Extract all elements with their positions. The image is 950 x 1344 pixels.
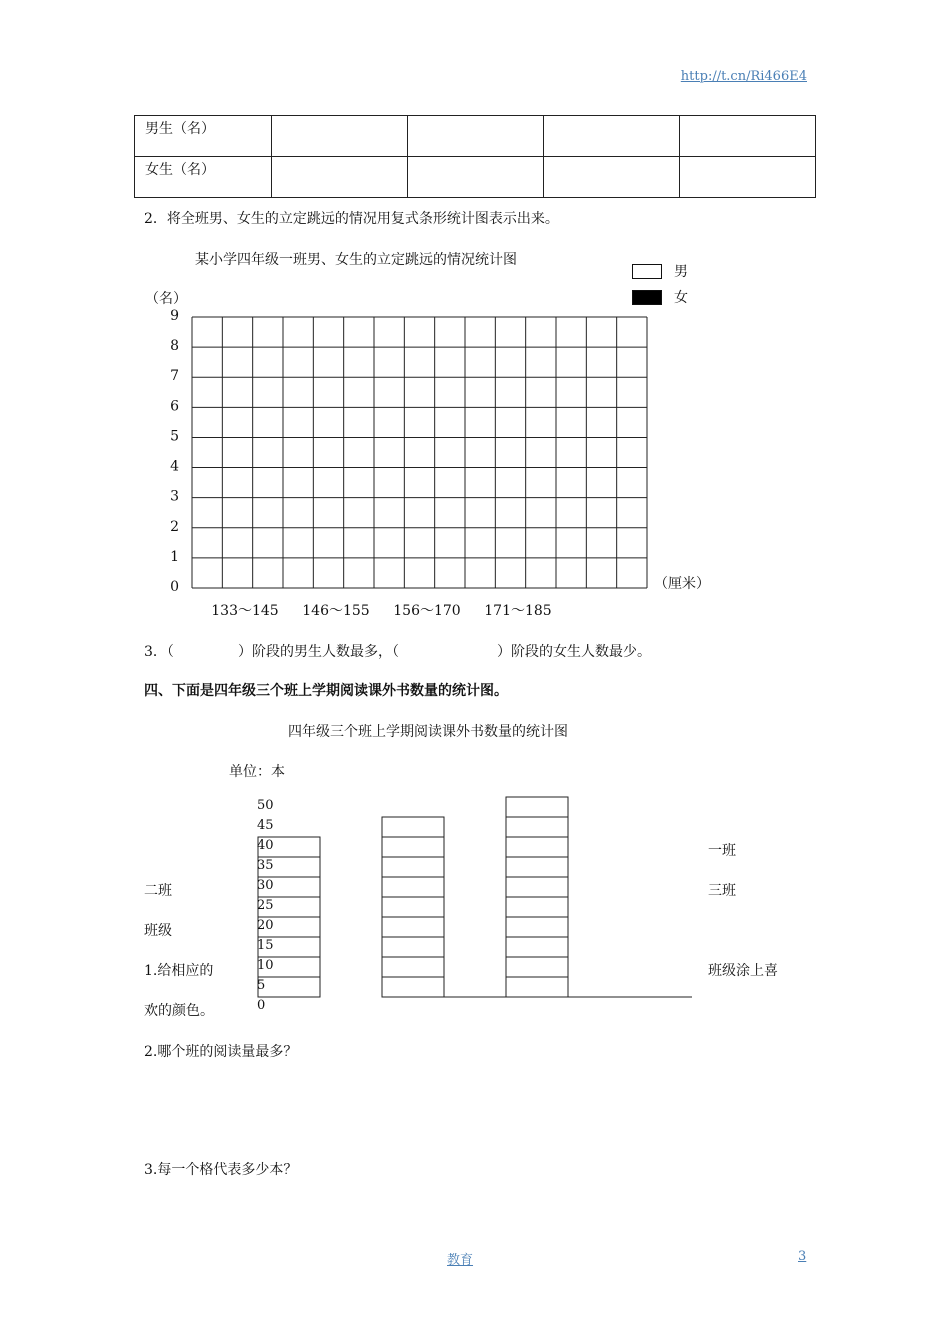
- bar-cell-三班: [506, 837, 568, 857]
- y-tick-label: 1: [170, 548, 179, 565]
- y-tick-label: 20: [257, 918, 274, 933]
- bar-cell-二班: [382, 837, 444, 857]
- y-tick-label: 0: [257, 998, 266, 1013]
- y-tick-label: 5: [257, 978, 266, 993]
- bar-cell-二班: [382, 917, 444, 937]
- y-tick-label: 10: [257, 958, 274, 973]
- class2-label: 二班: [144, 883, 172, 899]
- bar-cell-三班: [506, 857, 568, 877]
- bar-cell-三班: [506, 817, 568, 837]
- legend-male-label: 男: [674, 264, 688, 280]
- bar-cell-二班: [382, 977, 444, 997]
- jump-chart-x-unit: （厘米）: [654, 576, 710, 592]
- q1-text-b: 欢的颜色。: [144, 1003, 214, 1019]
- jump-chart[interactable]: [0, 0, 950, 640]
- y-tick-label: 0: [170, 579, 179, 595]
- axis-class-label: 班级: [144, 923, 172, 939]
- x-tick-label: 171～185: [484, 603, 552, 619]
- class3-label: 三班: [708, 883, 736, 899]
- bar-cell-二班: [382, 817, 444, 837]
- bar-cell-二班: [382, 897, 444, 917]
- y-tick-label: 35: [257, 858, 274, 873]
- section4-q3: 3.每一个格代表多少本？: [144, 1162, 298, 1178]
- bar-cell-一班: [258, 977, 320, 997]
- bar-cell-三班: [506, 917, 568, 937]
- bar-cell-三班: [506, 897, 568, 917]
- x-tick-label: 146～155: [302, 603, 370, 619]
- male-row-label: 男生（名）: [135, 116, 272, 157]
- y-tick-label: 8: [170, 338, 179, 355]
- bar-cell-二班: [382, 857, 444, 877]
- bar-cell-三班: [506, 957, 568, 977]
- y-tick-label: 45: [257, 818, 274, 833]
- q3-part-c: ）阶段的女生人数最少。: [497, 644, 651, 660]
- bar-cell-二班: [382, 877, 444, 897]
- section4-heading: 四、下面是四年级三个班上学期阅读课外书数量的统计图。: [144, 683, 508, 699]
- reading-chart-unit: 单位：本: [229, 764, 285, 780]
- bar-cell-二班: [382, 937, 444, 957]
- footer-center-link[interactable]: 教育: [447, 1253, 474, 1268]
- bar-cell-三班: [506, 937, 568, 957]
- y-tick-label: 9: [170, 308, 179, 324]
- y-tick-label: 50: [257, 798, 274, 813]
- x-tick-label: 156～170: [393, 603, 461, 619]
- y-tick-label: 6: [170, 398, 179, 415]
- footer-page-number[interactable]: 3: [798, 1249, 807, 1264]
- reading-chart-title: 四年级三个班上学期阅读课外书数量的统计图: [288, 724, 568, 740]
- legend-female-label: 女: [674, 290, 688, 306]
- bar-cell-三班: [506, 797, 568, 817]
- header-url-link[interactable]: http://t.cn/Ri466E4: [680, 69, 807, 84]
- bar-cell-二班: [382, 957, 444, 977]
- y-tick-label: 15: [257, 938, 274, 953]
- q1-text-a: 1.给相应的: [144, 963, 214, 979]
- y-tick-label: 25: [257, 898, 274, 913]
- jump-chart-y-unit: （名）: [145, 291, 187, 307]
- y-tick-label: 5: [170, 428, 179, 445]
- q3-part-a: 3．（: [144, 644, 174, 660]
- q3-part-b: ）阶段的男生人数最多，（: [238, 644, 399, 660]
- q2-instruction: 2．将全班男、女生的立定跳远的情况用复式条形统计图表示出来。: [144, 211, 559, 227]
- q1-text-c: 班级涂上喜: [708, 963, 778, 979]
- bar-cell-三班: [506, 977, 568, 997]
- y-tick-label: 2: [170, 518, 179, 535]
- bar-cell-三班: [506, 877, 568, 897]
- class1-label: 一班: [708, 843, 736, 859]
- y-tick-label: 3: [170, 488, 179, 505]
- female-row-label: 女生（名）: [135, 157, 272, 198]
- x-tick-label: 133～145: [211, 603, 279, 619]
- y-tick-label: 7: [170, 368, 179, 385]
- section4-q2: 2.哪个班的阅读量最多？: [144, 1044, 298, 1060]
- y-tick-label: 30: [257, 878, 274, 893]
- reading-chart[interactable]: [0, 780, 950, 1020]
- jump-chart-title: 某小学四年级一班男、女生的立定跳远的情况统计图: [195, 252, 517, 268]
- y-tick-label: 4: [170, 458, 179, 475]
- y-tick-label: 40: [257, 838, 274, 853]
